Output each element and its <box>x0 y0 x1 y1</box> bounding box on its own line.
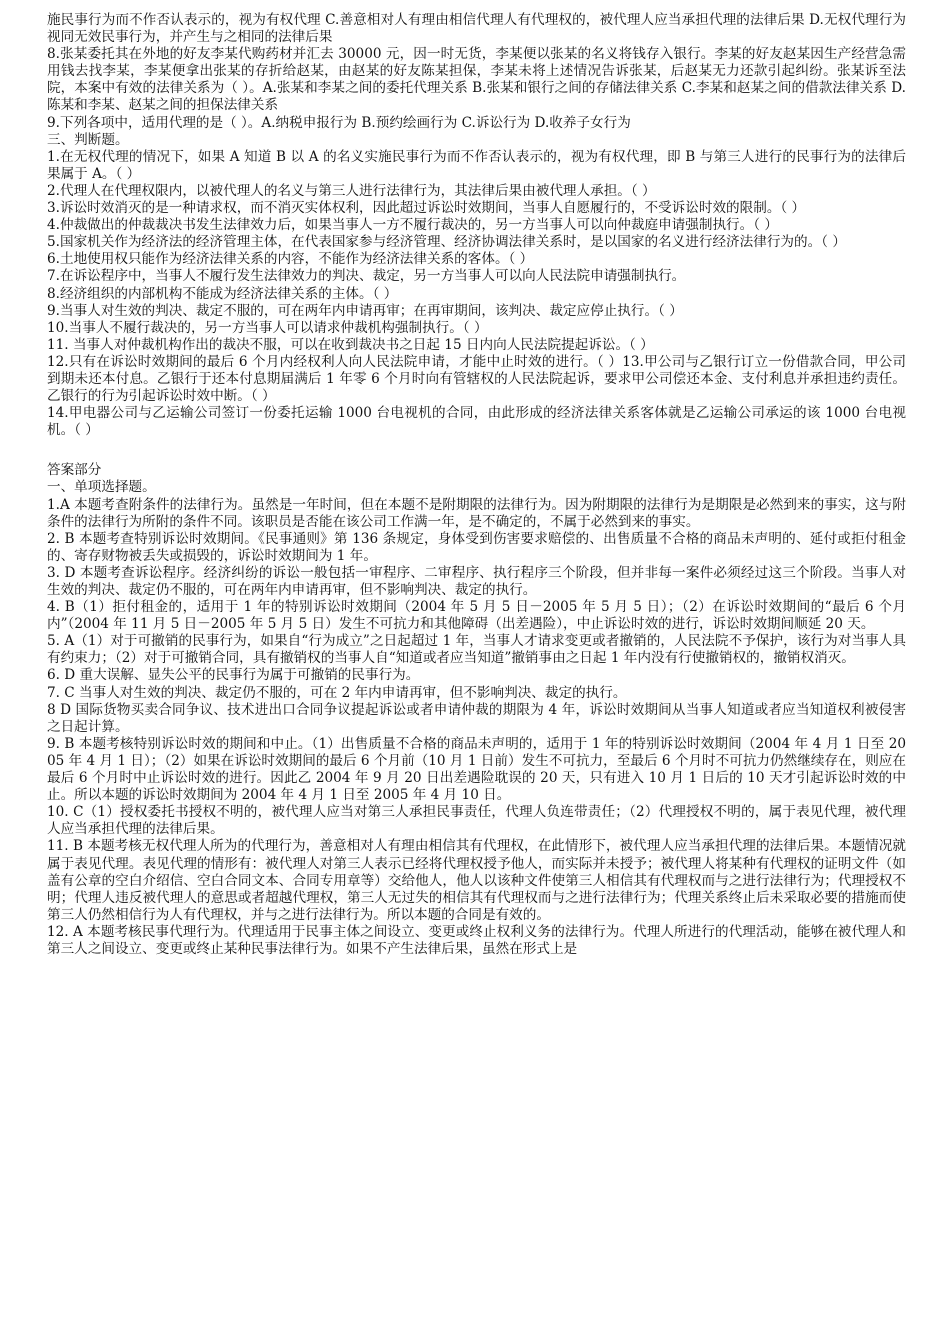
answer-9: 9. B 本题考核特别诉讼时效的期间和中止。（1）出售质量不合格的商品未声明的，适用于 1 年的特别诉讼时效期间（2004 年 4 月 1 日至 2005 年 4 月 1 日）；（2）如果在诉讼时效期间的最后 6 个月前（10 月 1 日前）发生不可抗力，至最后 6 个月时不可抗力仍然继续存在，则应在最后 6 个月时中止诉讼时效的进行。因此乙 2004 年 9 月 20 日出差遇险耽误的 20 天，只有进入 10 月 1 日后的 10 天才引起诉讼时效的中止。所以本题的诉讼时效期间为 2004 年 4 月 1 日至 2005 年 4 月 10 日。 <box>47 735 906 804</box>
answer-3: 3. D 本题考查诉讼程序。经济纠纷的诉讼一般包括一审程序、二审程序、执行程序三个阶段，但并非每一案件必须经过这三个阶段。当事人对生效的判决、裁定仍不服的，可在两年内申请再审，但不影响判决、裁定的执行。 <box>47 564 906 598</box>
judgement-10: 10.当事人不履行裁决的，另一方当事人可以请求仲裁机构强制执行。（ ） <box>47 319 488 336</box>
answer-12: 12. A 本题考核民事代理行为。代理适用于民事主体之间设立、变更或终止权利义务的法律行为。代理人所进行的代理活动，能够在被代理人和第三人之间设立、变更或终止某种民事法律行为。如果不产生法律后果，虽然在形式上是 <box>47 923 906 957</box>
judgement-1: 1.在无权代理的情况下，如果 A 知道 B 以 A 的名义实施民事行为而不作否认表示的，视为有权代理，即 B 与第三人进行的民事行为的法律后果属于 A。（ ） <box>47 148 906 182</box>
questions-section <box>47 12 906 439</box>
judgement-8: 8.经济组织的内部机构不能成为经济法律关系的主体。（ ） <box>47 285 398 302</box>
judgement-5: 5.国家机关作为经济法的经济管理主体，在代表国家参与经济管理、经济协调法律关系时，是以国家的名义进行经济法律行为的。（ ） <box>47 234 846 251</box>
answers-heading-single-choice: 一、单项选择题。 <box>47 479 156 496</box>
judgement-14: 14.甲电器公司与乙运输公司签订一份委托运输 1000 台电视机的合同，由此形成的经济法律关系客体就是乙运输公司承运的该 1000 台电视机。（ ） <box>47 405 906 439</box>
answer-2: 2. B 本题考查特别诉讼时效期间。《民事通则》第 136 条规定，身体受到伤害要求赔偿的、出售质量不合格的商品未声明的、延付或拒付租金的、寄存财物被丢失或损毁的，诉讼时效期间为 1 年。 <box>47 530 906 564</box>
answer-7: 7. C 当事人对生效的判决、裁定仍不服的，可在 2 年内申请再审，但不影响判决、裁定的执行。 <box>47 684 627 701</box>
paragraph: 施民事行为而不作否认表示的，视为有权代理 C.善意相对人有理由相信代理人有代理权的，被代理人应当承担代理的法律后果 D.无权代理行为视同无效民事行为，并产生与之相同的法律后果 <box>47 12 906 46</box>
judgement-11: 11. 当事人对仲裁机构作出的裁决不服，可以在收到裁决书之日起 15 日内向人民法院提起诉讼。（ ） <box>47 336 654 353</box>
judgement-9: 9.当事人对生效的判决、裁定不服的，可在两年内申请再审；在再审期间，该判决、裁定应停止执行。（ ） <box>47 302 683 319</box>
answer-11: 11. B 本题考核无权代理人所为的代理行为，善意相对人有理由相信其有代理权，在此情形下，被代理人应当承担代理的法律后果。本题情况就属于表见代理。表见代理的情形有：被代理人对第三人表示已经将代理权授予他人，而实际并未授予；被代理人将某种有代理权的证明文件（如盖有公章的空白介绍信、空白合同文本、合同专用章等）交给他人，他人以该种文件使第三人相信其有代理权而与之进行法律行为；代理授权不明；代理人违反被代理人的意思或者超越代理权，第三人无过失的相信其有代理权而与之进行法律行为；代理关系终止后未采取必要的措施而使第三人仍然相信行为人有代理权，并与之进行法律行为。所以本题的合同是有效的。 <box>47 838 906 923</box>
section-gap <box>47 439 906 456</box>
judgement-12-13: 12.只有在诉讼时效期间的最后 6 个月内经权利人向人民法院申请，才能中止时效的进行。（ ）13.甲公司与乙银行订立一份借款合同，甲公司到期未还本付息。乙银行于还本付息期届满后 1 年零 6 个月时向有管辖权的人民法院起诉，要求甲公司偿还本金、支付利息并承担违约责任。乙银行的行为引起诉讼时效中断。（ ） <box>47 353 906 405</box>
section-heading-judgement: 三、判断题。 <box>47 131 129 148</box>
question-9: 9.下列各项中，适用代理的是（ ）。A.纳税申报行为 B.预约绘画行为 C.诉讼行为 D.收养子女行为 <box>47 114 631 131</box>
answers-title: 答案部分 <box>47 462 102 479</box>
answer-10: 10. C（1）授权委托书授权不明的，被代理人应当对第三人承担民事责任，代理人负连带责任；（2）代理授权不明的，属于表见代理，被代理人应当承担代理的法律后果。 <box>47 804 906 838</box>
answer-6: 6. D 重大误解、显失公平的民事行为属于可撤销的民事行为。 <box>47 667 420 684</box>
question-8: 8.张某委托其在外地的好友李某代购药材并汇去 30000 元，因一时无货，李某便以张某的名义将钱存入银行。李某的好友赵某因生产经营急需用钱去找李某，李某便拿出张某的存折给赵某，由赵某的好友陈某担保，李某未将上述情况告诉张某，后赵某无力还款引起纠纷。张某诉至法院，本案中有效的法律关系为（ ）。A.张某和李某之间的委托代理关系 B.张某和银行之间的存储法律关系 C.李某和赵某之间的借款法律关系 D.陈某和李某、赵某之间的担保法律关系 <box>47 46 906 114</box>
answers-section <box>47 462 906 958</box>
answer-8: 8 D 国际货物买卖合同争议、技术进出口合同争议提起诉讼或者申请仲裁的期限为 4 年，诉讼时效期间从当事人知道或者应当知道权利被侵害之日起计算。 <box>47 701 906 735</box>
answer-1: 1.A 本题考查附条件的法律行为。虽然是一年时间，但在本题不是附期限的法律行为。因为附期限的法律行为是期限是必然到来的事实，这与附条件的法律行为所附的条件不同。该职员是否能在该公司工作满一年，是不确定的，不属于必然到来的事实。 <box>47 496 906 530</box>
judgement-2: 2.代理人在代理权限内，以被代理人的名义与第三人进行法律行为，其法律后果由被代理人承担。（ ） <box>47 182 656 199</box>
judgement-6: 6.土地使用权只能作为经济法律关系的内容，不能作为经济法律关系的客体。（ ） <box>47 251 534 268</box>
answer-5: 5. A（1）对于可撤销的民事行为，如果自“行为成立”之日起超过 1 年，当事人才请求变更或者撤销的，人民法院不予保护，该行为对当事人具有约束力；（2）对于可撤销合同，具有撤销权的当事人自“知道或者应当知道”撤销事由之日起 1 年内没有行使撤销权的，撤销权消灭。 <box>47 633 906 667</box>
answer-4: 4. B（1）拒付租金的，适用于 1 年的特别诉讼时效期间（2004 年 5 月 5 日－2005 年 5 月 5 日）；（2）在诉讼时效期间的“最后 6 个月内”（2004 年 11 月 5 日－2005 年 5 月 5 日）发生不可抗力和其他障碍（出差遇险），中止诉讼时效的进行，诉讼时效期间顺延 20 天。 <box>47 599 906 633</box>
judgement-4: 4.仲裁做出的仲裁裁决书发生法律效力后，如果当事人一方不履行裁决的，另一方当事人可以向仲裁庭申请强制执行。（ ） <box>47 217 778 234</box>
judgement-7: 7.在诉讼程序中，当事人不履行发生法律效力的判决、裁定，另一方当事人可以向人民法院申请强制执行。 <box>47 268 686 285</box>
judgement-3: 3.诉讼时效消灭的是一种请求权，而不消灭实体权利，因此超过诉讼时效期间，当事人自愿履行的，不受诉讼时效的限制。（ ） <box>47 200 806 217</box>
